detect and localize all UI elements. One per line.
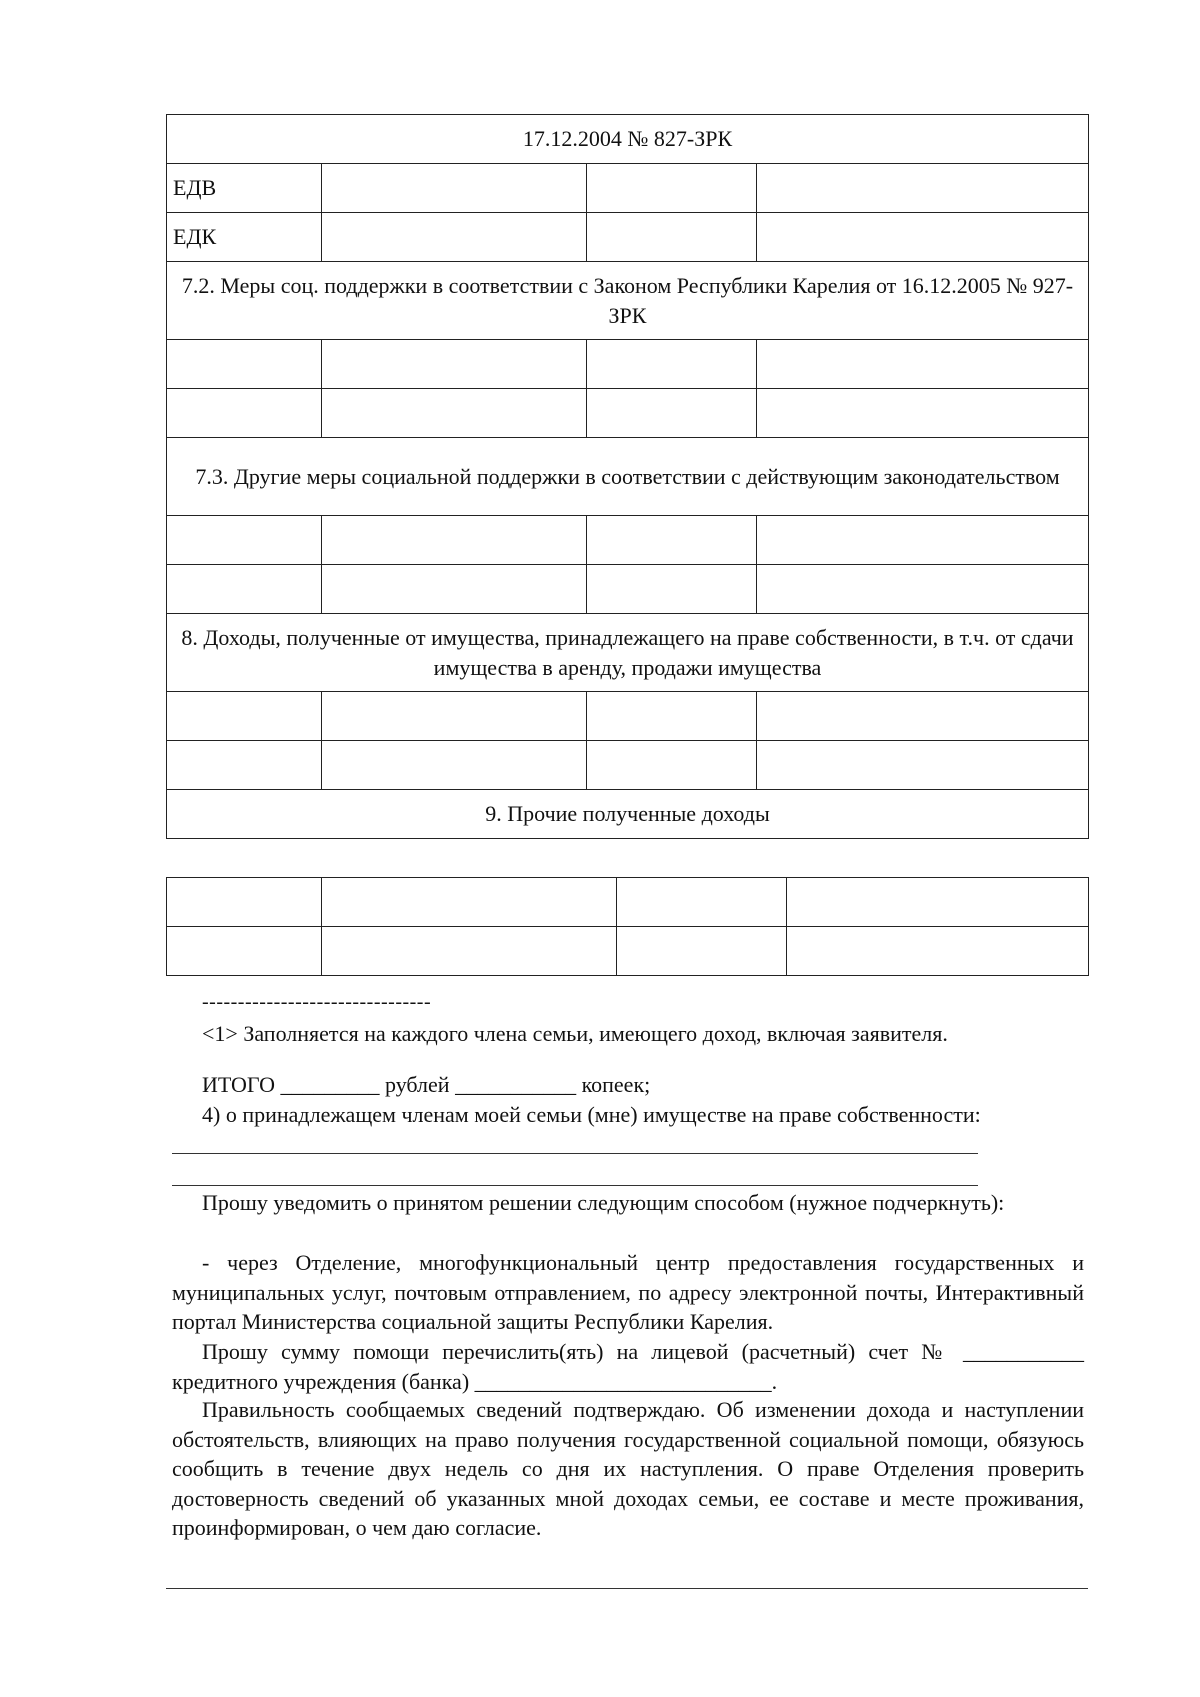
table-cell[interactable] bbox=[757, 340, 1089, 389]
table-cell[interactable] bbox=[167, 516, 322, 565]
table-cell[interactable] bbox=[587, 213, 757, 262]
table-cell[interactable] bbox=[322, 927, 617, 976]
blank-line-1[interactable] bbox=[172, 1153, 978, 1154]
table-cell[interactable] bbox=[167, 878, 322, 927]
table-header-section-8: 8. Доходы, полученные от имущества, принадлежащего на праве собственности, в т.ч. от сдачи имущества в аренду, продажи имущества bbox=[167, 614, 1089, 692]
table-cell[interactable] bbox=[322, 692, 587, 741]
table-cell[interactable] bbox=[322, 213, 587, 262]
table-cell[interactable] bbox=[587, 741, 757, 790]
table-cell[interactable] bbox=[757, 741, 1089, 790]
row-label-edk: ЕДК bbox=[167, 213, 322, 262]
row-label-edv: ЕДВ bbox=[167, 164, 322, 213]
blank-line-2[interactable] bbox=[172, 1185, 978, 1186]
table-cell[interactable] bbox=[757, 565, 1089, 614]
table-cell[interactable] bbox=[617, 878, 787, 927]
table-cell[interactable] bbox=[587, 164, 757, 213]
table-header-section-9: 9. Прочие полученные доходы bbox=[167, 790, 1089, 839]
table-cell[interactable] bbox=[587, 565, 757, 614]
footnote-separator: -------------------------------- bbox=[202, 991, 432, 1013]
table-cell[interactable] bbox=[757, 213, 1089, 262]
property-line: 4) о принадлежащем членам моей семьи (мне) имуществе на праве собственности: bbox=[202, 1102, 981, 1127]
table-cell[interactable] bbox=[617, 927, 787, 976]
table-cell[interactable] bbox=[167, 340, 322, 389]
notify-paragraph: Прошу уведомить о принятом решении следующим способом (нужное подчеркнуть): bbox=[202, 1190, 1005, 1215]
table-cell[interactable] bbox=[167, 389, 322, 438]
table-cell[interactable] bbox=[322, 340, 587, 389]
table-cell[interactable] bbox=[787, 927, 1089, 976]
table-cell[interactable] bbox=[167, 565, 322, 614]
other-income-table bbox=[166, 877, 1089, 976]
table-cell[interactable] bbox=[167, 692, 322, 741]
income-table bbox=[166, 114, 1089, 839]
table-cell[interactable] bbox=[587, 692, 757, 741]
table-cell[interactable] bbox=[757, 164, 1089, 213]
table-cell[interactable] bbox=[787, 878, 1089, 927]
table-cell[interactable] bbox=[322, 164, 587, 213]
bottom-rule bbox=[166, 1588, 1088, 1589]
table-cell[interactable] bbox=[322, 389, 587, 438]
footnote-text: <1> Заполняется на каждого члена семьи, имеющего доход, включая заявителя. bbox=[202, 1021, 948, 1046]
table-cell[interactable] bbox=[322, 516, 587, 565]
table-header-section-7-3: 7.3. Другие меры социальной поддержки в соответствии с действующим законодательством bbox=[167, 438, 1089, 516]
table-cell[interactable] bbox=[757, 692, 1089, 741]
table-cell[interactable] bbox=[587, 389, 757, 438]
table-cell[interactable] bbox=[322, 878, 617, 927]
table-cell[interactable] bbox=[167, 741, 322, 790]
table-cell[interactable] bbox=[587, 340, 757, 389]
confirm-paragraph: Правильность сообщаемых сведений подтверждаю. Об изменении дохода и наступлении обстоятельств, влияющих на право получения государственной социальной помощи, обязуюсь сообщить в течение двух недель со дня их наступления. О праве Отделения проверить достоверность сведений об указанных мной доходах семьи, ее составе и месте проживания, проинформирован, о чем даю согласие. bbox=[172, 1397, 1084, 1540]
table-cell[interactable] bbox=[167, 927, 322, 976]
table-cell[interactable] bbox=[757, 389, 1089, 438]
table-cell[interactable] bbox=[322, 565, 587, 614]
transfer-paragraph: Прошу сумму помощи перечислить(ять) на лицевой (расчетный) счет № ___________ кредитного учреждения (банка) ___________________________. bbox=[172, 1339, 1084, 1394]
table-cell[interactable] bbox=[587, 516, 757, 565]
total-line: ИТОГО _________ рублей ___________ копеек; bbox=[202, 1072, 651, 1097]
table-header-section-7-2: 7.2. Меры соц. поддержки в соответствии с Законом Республики Карелия от 16.12.2005 № 927-ЗРК bbox=[167, 262, 1089, 340]
channels-paragraph: - через Отделение, многофункциональный центр предоставления государственных и муниципальных услуг, почтовым отправлением, по адресу электронной почты, Интерактивный портал Министерства социальной защиты Республики Карелия. bbox=[172, 1250, 1084, 1334]
table-cell[interactable] bbox=[322, 741, 587, 790]
table-cell[interactable] bbox=[757, 516, 1089, 565]
table-header-law-827: 17.12.2004 № 827-ЗРК bbox=[167, 115, 1089, 164]
